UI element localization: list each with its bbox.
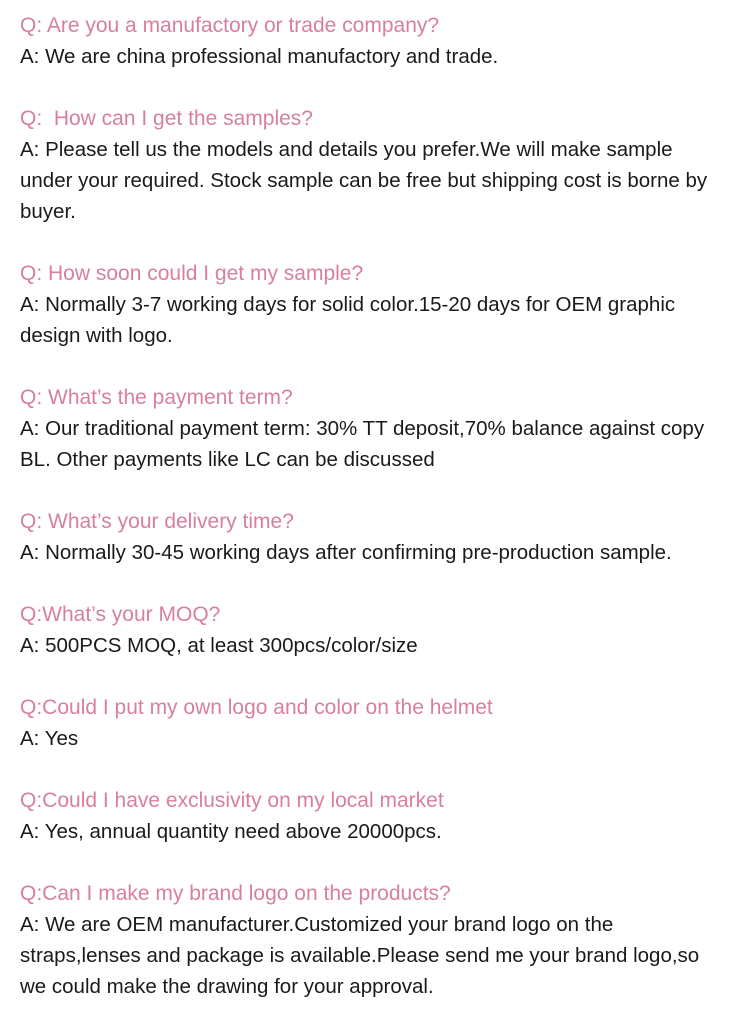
faq-answer: A: Please tell us the models and details you prefer.We will make sample under your required. Stock sample can be free but shipping cost is borne by buyer. bbox=[20, 138, 708, 223]
faq-item bbox=[20, 692, 730, 754]
faq-answer: A: Yes bbox=[20, 727, 79, 750]
faq-answer: A: We are china professional manufactory and trade. bbox=[20, 45, 499, 68]
faq-item bbox=[20, 103, 730, 227]
faq-answer: A: Our traditional payment term: 30% TT deposit,70% balance against copy BL. Other payments like LC can be discussed bbox=[20, 417, 705, 471]
faq-question: Q:Could I have exclusivity on my local market bbox=[20, 789, 444, 812]
faq-item bbox=[20, 878, 730, 1002]
faq-item bbox=[20, 10, 730, 72]
faq-question: Q: Are you a manufactory or trade company? bbox=[20, 14, 440, 37]
faq-item bbox=[20, 382, 730, 475]
faq-question: Q: What’s your delivery time? bbox=[20, 510, 294, 533]
faq-item bbox=[20, 599, 730, 661]
faq-answer: A: 500PCS MOQ, at least 300pcs/color/size bbox=[20, 634, 418, 657]
faq-answer: A: We are OEM manufacturer.Customized your brand logo on the straps,lenses and package is available.Please send me your brand logo,so we could make the drawing for your approval. bbox=[20, 913, 700, 998]
faq-answer: A: Normally 30-45 working days after confirming pre-production sample. bbox=[20, 541, 672, 564]
faq-item bbox=[20, 258, 730, 351]
faq-answer: A: Yes, annual quantity need above 20000pcs. bbox=[20, 820, 442, 843]
faq-question: Q: How soon could I get my sample? bbox=[20, 262, 364, 285]
faq-item bbox=[20, 785, 730, 847]
faq-question: Q:Can I make my brand logo on the products? bbox=[20, 882, 451, 905]
faq-question: Q: What’s the payment term? bbox=[20, 386, 293, 409]
faq-question: Q: How can I get the samples? bbox=[20, 107, 313, 130]
faq-answer: A: Normally 3-7 working days for solid color.15-20 days for OEM graphic design with logo. bbox=[20, 293, 676, 347]
faq-question: Q:What’s your MOQ? bbox=[20, 603, 221, 626]
faq-item bbox=[20, 506, 730, 568]
faq-question: Q:Could I put my own logo and color on the helmet bbox=[20, 696, 493, 719]
